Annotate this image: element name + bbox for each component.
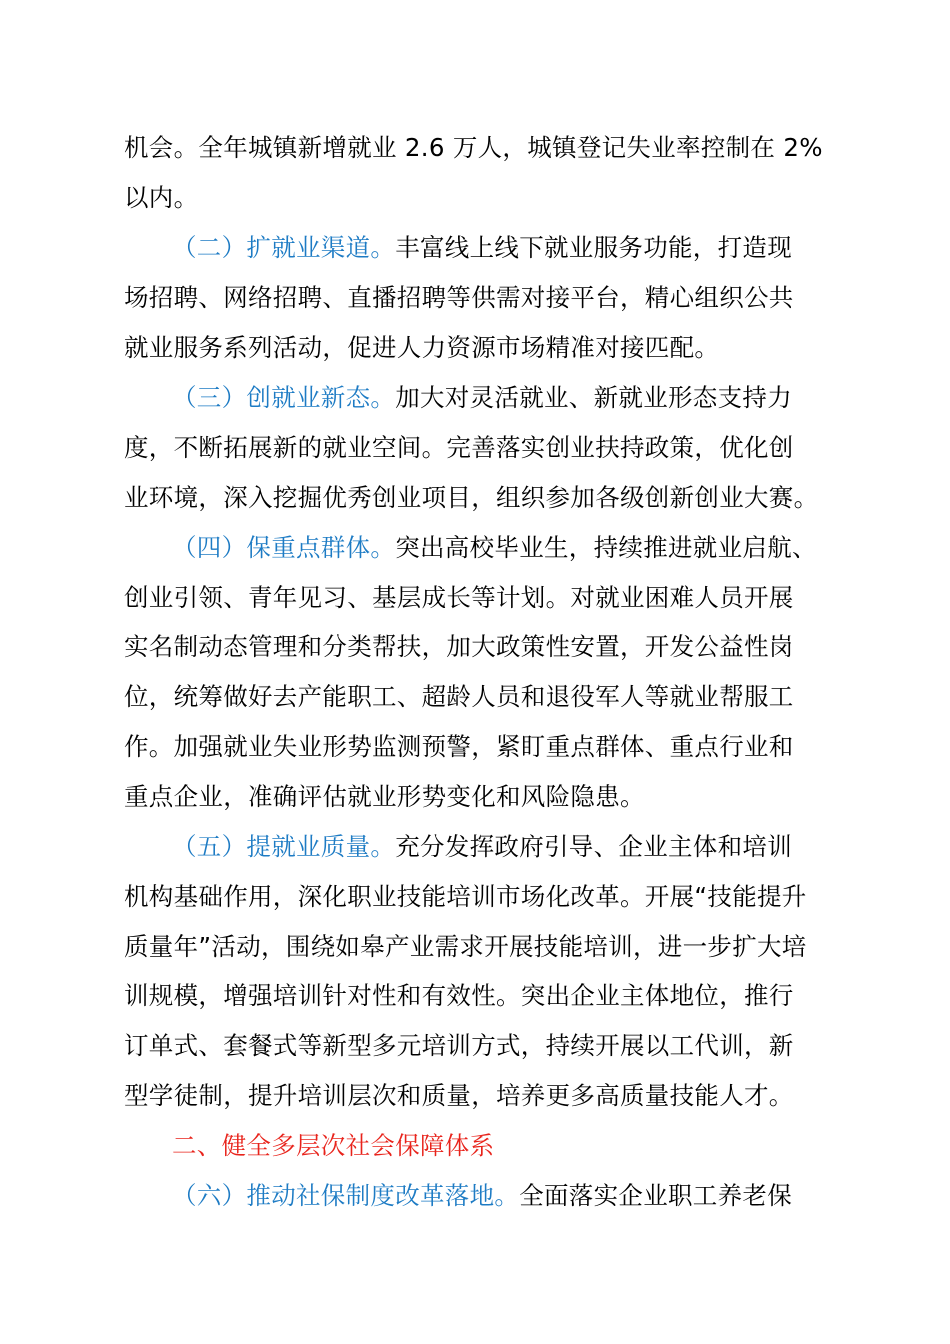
paragraph-line: 重点企业，准确评估就业形势变化和风险隐患。 [124, 782, 645, 811]
section-heading-3: （三）创就业新态。 [172, 383, 396, 412]
paragraph-line: 就业服务系列活动，促进人力资源市场精准对接匹配。 [124, 333, 720, 362]
section-4-first-line: （四）保重点群体。突出高校毕业生，持续推进就业启航、 [172, 533, 817, 562]
paragraph-line: 型学徒制，提升培训层次和质量，培养更多高质量技能人才。 [124, 1081, 794, 1110]
chapter-heading-text: 二、健全多层次社会保障体系 [172, 1131, 495, 1160]
paragraph-line: 订单式、套餐式等新型多元培训方式，持续开展以工代训，新 [124, 1031, 794, 1060]
section-6-first-line: （六）推动社保制度改革落地。全面落实企业职工养老保 [172, 1181, 793, 1210]
section-heading-4: （四）保重点群体。 [172, 533, 396, 562]
section-2-first-line: （二）扩就业渠道。丰富线上线下就业服务功能，打造现 [172, 233, 793, 262]
section-heading-2: （二）扩就业渠道。 [172, 233, 396, 262]
paragraph-line: 机会。全年城镇新增就业 2.6 万人，城镇登记失业率控制在 2% [124, 133, 823, 162]
paragraph-line: 作。加强就业失业形势监测预警，紧盯重点群体、重点行业和 [124, 732, 794, 761]
paragraph-line: 训规模，增强培训针对性和有效性。突出企业主体地位，推行 [124, 981, 794, 1010]
paragraph-line: 场招聘、网络招聘、直播招聘等供需对接平台，精心组织公共 [124, 283, 794, 312]
paragraph-line: 机构基础作用，深化职业技能培训市场化改革。开展“技能提升 [124, 882, 807, 911]
section-heading-5: （五）提就业质量。 [172, 832, 396, 861]
paragraph-line: 业环境，深入挖掘优秀创业项目，组织参加各级创新创业大赛。 [124, 483, 819, 512]
paragraph-line: 位，统筹做好去产能职工、超龄人员和退役军人等就业帮服工 [124, 682, 794, 711]
paragraph-line: 以内。 [124, 183, 199, 212]
section-5-first-line: （五）提就业质量。充分发挥政府引导、企业主体和培训 [172, 832, 793, 861]
paragraph-line: 创业引领、青年见习、基层成长等计划。对就业困难人员开展 [124, 583, 794, 612]
chapter-heading [172, 1121, 494, 1171]
paragraph-line: 度，不断拓展新的就业空间。完善落实创业扶持政策，优化创 [124, 433, 794, 462]
paragraph-line: 质量年”活动，围绕如皋产业需求开展技能培训，进一步扩大培 [124, 932, 807, 961]
paragraph-line: 实名制动态管理和分类帮扶，加大政策性安置，开发公益性岗 [124, 632, 794, 661]
section-heading-6: （六）推动社保制度改革落地。 [172, 1181, 520, 1210]
section-3-first-line: （三）创就业新态。加大对灵活就业、新就业形态支持力 [172, 383, 793, 412]
